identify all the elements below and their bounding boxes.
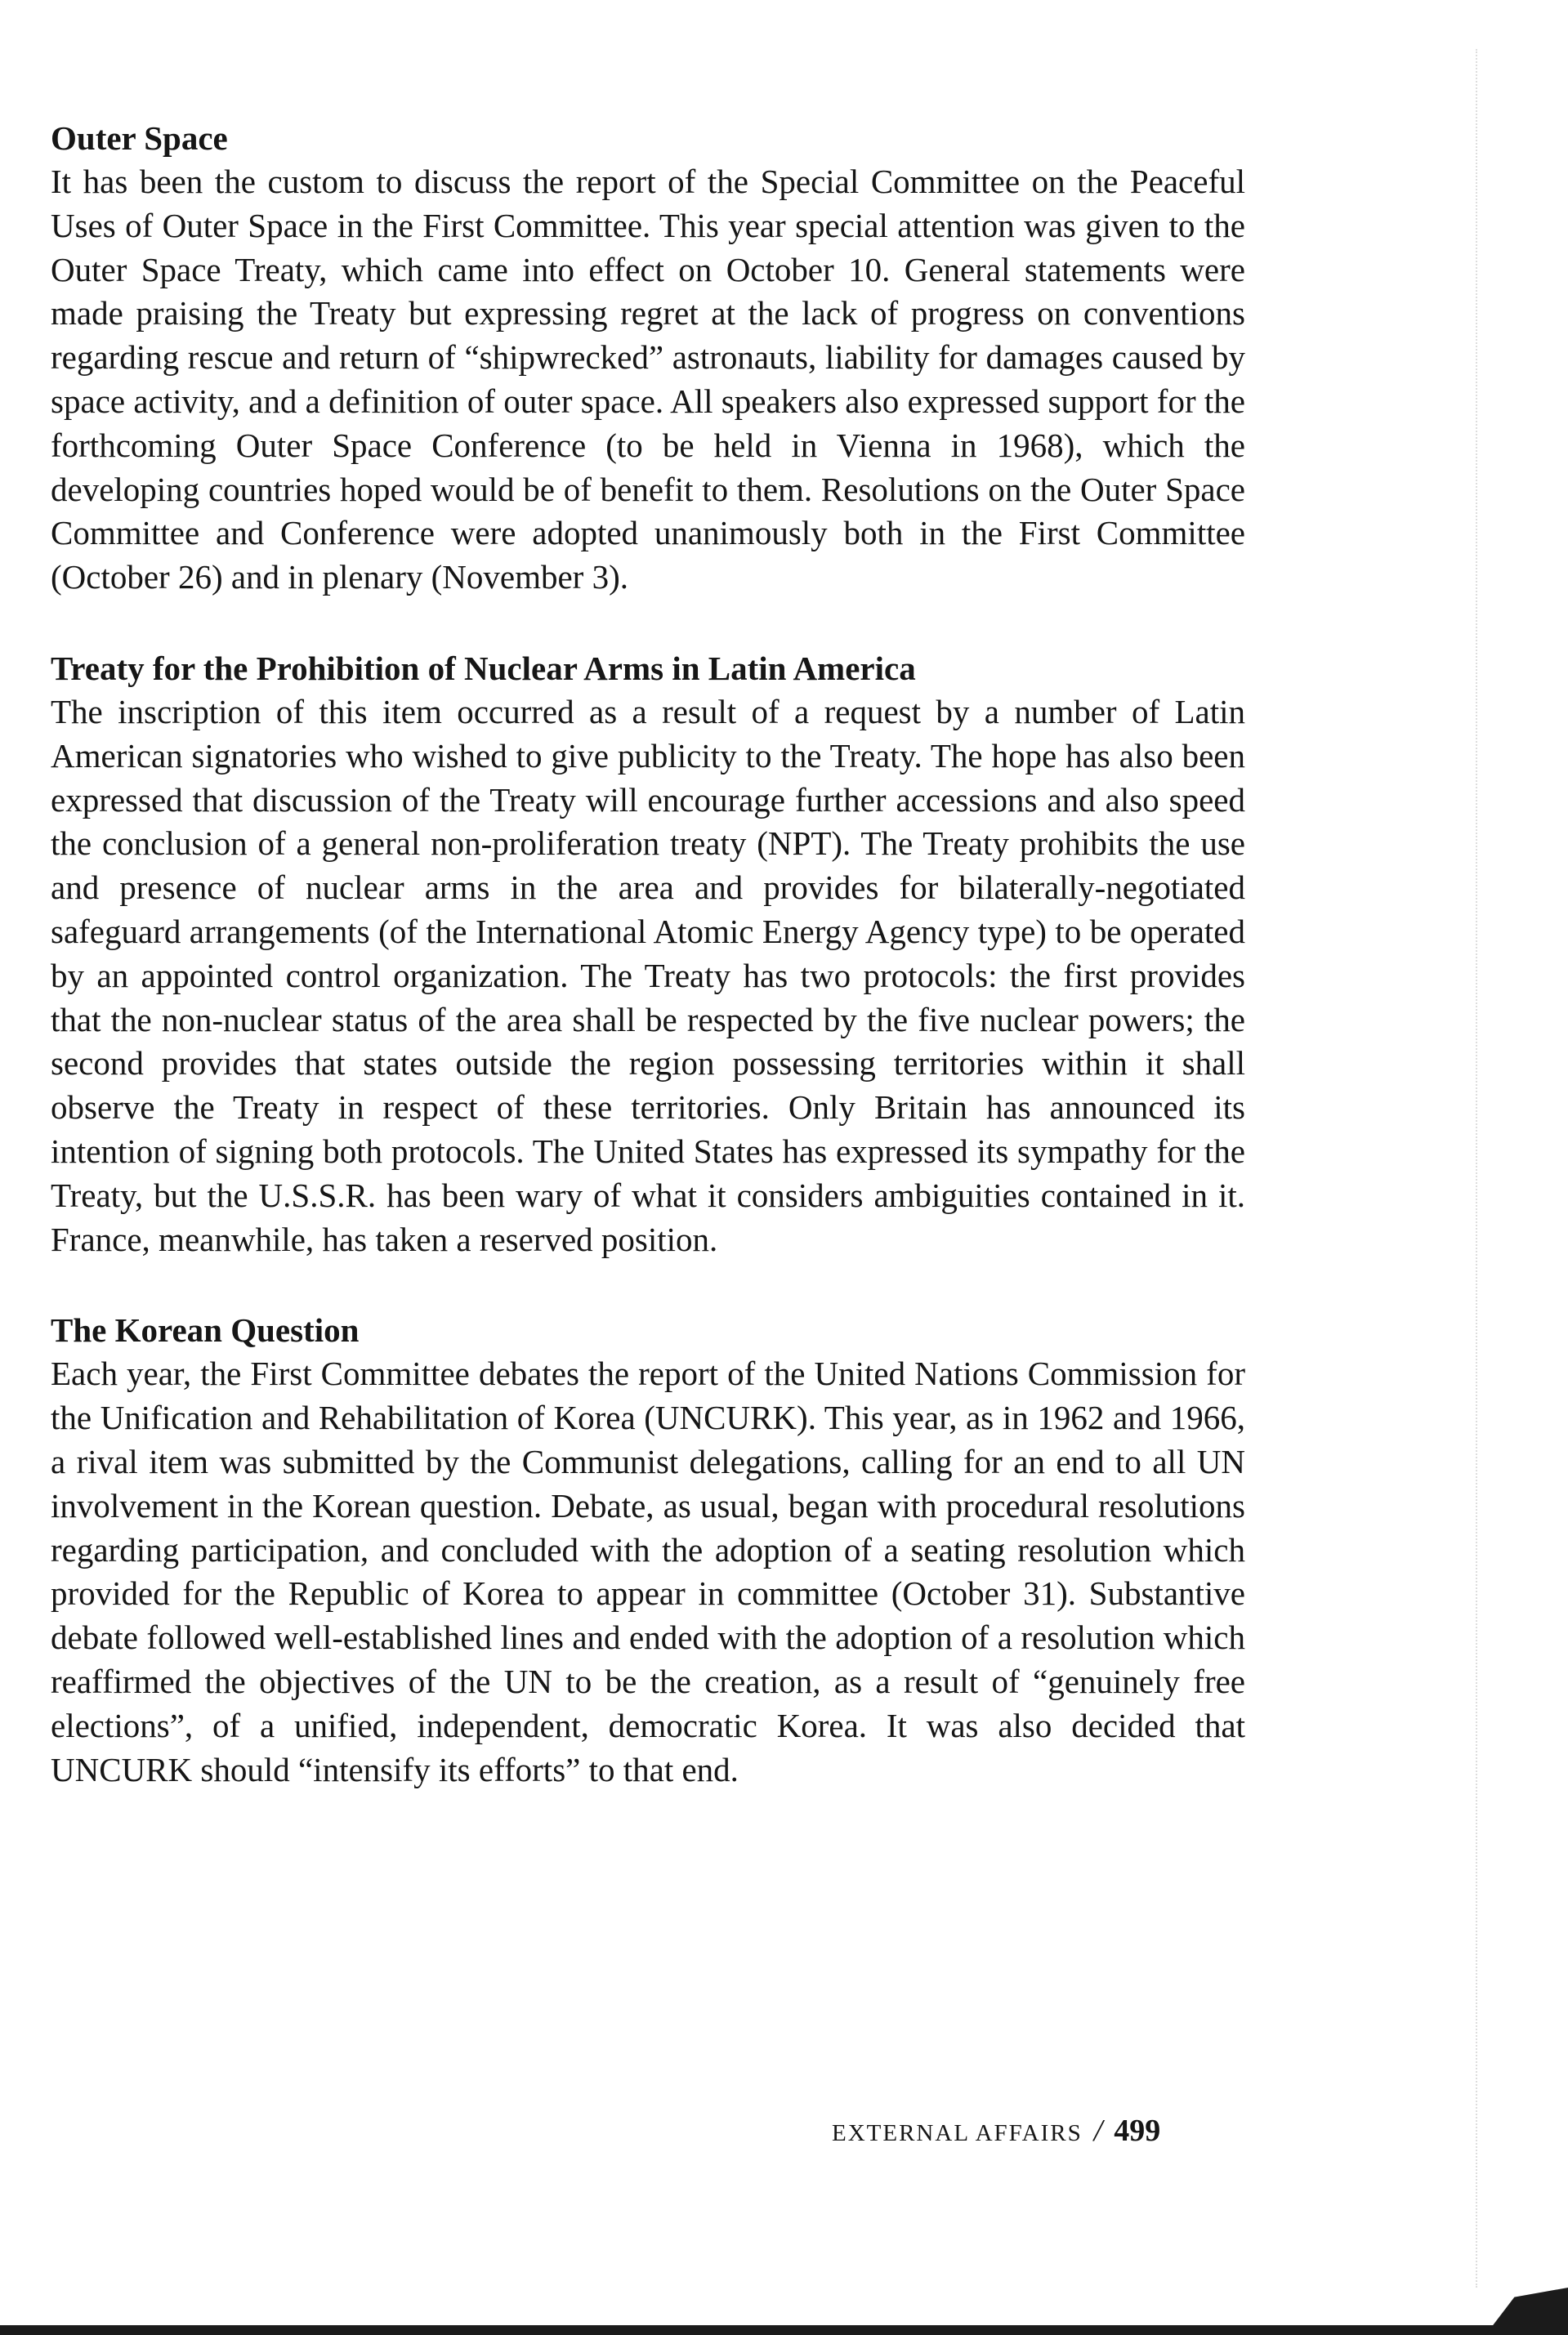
footer-separator: / <box>1093 2114 1103 2148</box>
section-korean-question <box>51 1308 1245 1792</box>
scan-corner-artifact <box>1485 2288 1568 2335</box>
section-paragraph: The inscription of this item occurred as a result of a request by a number of Latin American signatories who wished to give publicity to the Treaty. The hope has also been expressed that discussion of the Treaty will encourage further accessions and also speed the conclusion of a general non-proliferation treaty (NPT). The Treaty prohibits the use and presence of nuclear arms in the area and provides for bilaterally-negotiated safeguard arrangements (of the International Atomic Energy Agency type) to be operated by an appointed control organization. The Treaty has two protocols: the first provides that the non-nuclear status of the area shall be respected by the five nuclear powers; the second provides that states outside the region possessing territories within it shall observe the Treaty in respect of these territories. Only Britain has announced its intention of signing both protocols. The United States has expressed its sympathy for the Treaty, but the U.S.S.R. has been wary of what it considers ambiguities contained in it. France, meanwhile, has taken a reserved position. <box>51 692 1245 1258</box>
section-paragraph: Each year, the First Committee debates the report of the United Nations Commission for the Unification and Rehabilitation of Korea (UNCURK). This year, as in 1962 and 1966, a rival item was submitted by the Communist delegations, calling for an end to all UN involvement in the Korean question. Debate, as usual, began with procedural resolutions regarding participation, and concluded with the adoption of a seating resolution which provided for the Republic of Korea to appear in committee (October 31). Substantive debate followed well-established lines and ended with the adoption of a resolution which reaffirmed the objectives of the UN to be the creation, as a result of “genuinely free elections”, of a unified, independent, democratic Korea. It was also decided that UNCURK should “intensify its efforts” to that end. <box>51 1355 1245 1788</box>
scan-bottom-border <box>0 2325 1568 2335</box>
section-heading: The Korean Question <box>51 1311 360 1350</box>
section-outer-space <box>51 116 1245 600</box>
page-number: 499 <box>1114 2114 1161 2148</box>
document-body <box>51 116 1245 1838</box>
page-footer <box>832 2110 1160 2154</box>
section-paragraph: It has been the custom to discuss the report of the Special Committee on the Peaceful Uses of Outer Space in the First Committee. This year special attention was given to the Outer Space Treaty, which came into effect on October 10. General statements were made praising the Treaty but expressing regret at the lack of progress on conventions regarding rescue and return of “shipwrecked” astronauts, liability for damages caused by space activity, and a definition of outer space. All speakers also expressed support for the forthcoming Outer Space Conference (to be held in Vienna in 1968), which the developing countries hoped would be of benefit to them. Resolutions on the Outer Space Committee and Conference were adopted unanimously both in the First Committee (October 26) and in plenary (November 3). <box>51 163 1245 596</box>
section-heading: Treaty for the Prohibition of Nuclear Arms in Latin America <box>51 649 916 687</box>
section-latin-america-treaty <box>51 646 1245 1261</box>
scan-edge-artifact <box>1476 49 1481 2288</box>
section-heading: Outer Space <box>51 119 228 157</box>
publication-name: EXTERNAL AFFAIRS <box>832 2120 1083 2146</box>
